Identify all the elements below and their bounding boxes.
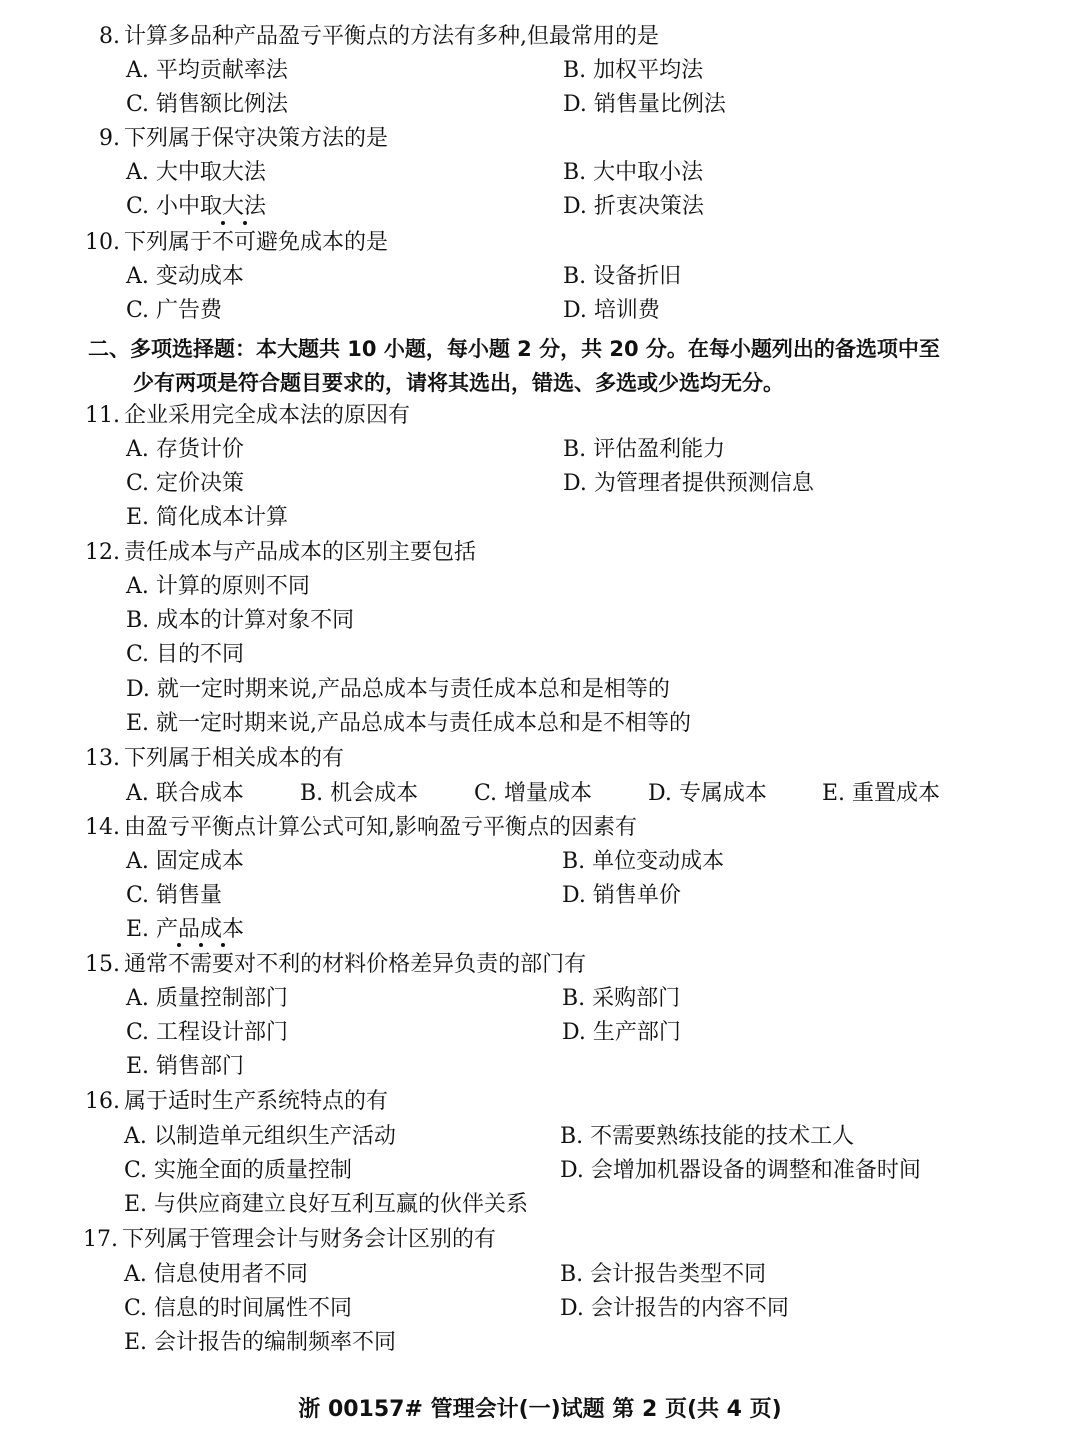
question-text: 下列属于相关成本的有 bbox=[124, 746, 345, 771]
option-c: C. 目的不同 bbox=[126, 642, 245, 667]
question-number: 8. bbox=[99, 24, 120, 49]
emphasis-dot bbox=[221, 221, 225, 225]
option-d: D. 销售单价 bbox=[562, 883, 681, 908]
question-number: 12. bbox=[85, 540, 120, 565]
question-17-stem bbox=[78, 1223, 496, 1257]
question-number: 10. bbox=[85, 230, 120, 255]
option-a: A. 质量控制部门 bbox=[126, 986, 288, 1011]
option-c: C. 小中取大法 bbox=[126, 194, 267, 219]
option-d: D. 生产部门 bbox=[562, 1020, 681, 1045]
emphasis-char: 可 bbox=[234, 230, 256, 255]
question-11-stem bbox=[80, 399, 410, 433]
option-c: C. 广告费 bbox=[126, 298, 223, 323]
question-13-stem bbox=[80, 742, 344, 776]
question-text: 企业采用完全成本法的原因有 bbox=[124, 403, 411, 428]
section-heading: 二、多项选择题：本大题共 10 小题，每小题 2 分，共 20 分。在每小题列出的备选项中至 bbox=[88, 337, 940, 361]
question-number: 16. bbox=[85, 1089, 120, 1114]
question-number: 15. bbox=[85, 952, 120, 977]
option-a: A. 平均贡献率法 bbox=[126, 58, 288, 83]
option-d: D. 培训费 bbox=[563, 298, 660, 323]
option-a: A. 信息使用者不同 bbox=[124, 1262, 308, 1287]
option-a: A. 变动成本 bbox=[126, 264, 244, 289]
question-text: 计算多品种产品盈亏平衡点的方法有多种,但最常用的是 bbox=[124, 24, 659, 49]
option-b: B. 成本的计算对象不同 bbox=[126, 608, 355, 633]
option-a: A. 存货计价 bbox=[126, 437, 244, 462]
emphasis-char: 不 bbox=[212, 230, 234, 255]
option-e: E. 就一定时期来说,产品总成本与责任成本总和是不相等的 bbox=[126, 711, 692, 736]
question-number: 17. bbox=[83, 1227, 118, 1252]
question-text: 属于适时生产系统特点的有 bbox=[124, 1089, 389, 1114]
option-d: D. 专属成本 bbox=[648, 781, 767, 806]
option-c: C. 信息的时间属性不同 bbox=[124, 1296, 353, 1321]
option-a: A. 固定成本 bbox=[126, 849, 244, 874]
question-text-pre: 通常 bbox=[124, 952, 169, 977]
option-d: D. 销售量比例法 bbox=[563, 92, 726, 117]
question-10-stem bbox=[80, 226, 388, 260]
option-d: D. 就一定时期来说,产品总成本与责任成本总和是相等的 bbox=[126, 677, 670, 702]
option-a: A. 以制造单元组织生产活动 bbox=[124, 1124, 396, 1149]
option-e: E. 与供应商建立良好互利互赢的伙伴关系 bbox=[124, 1192, 529, 1217]
emphasis-char: 要 bbox=[212, 952, 234, 977]
option-b: B. 评估盈利能力 bbox=[563, 437, 726, 462]
option-d: D. 为管理者提供预测信息 bbox=[563, 471, 814, 496]
option-d: D. 会计报告的内容不同 bbox=[560, 1296, 789, 1321]
question-text: 责任成本与产品成本的区别主要包括 bbox=[124, 540, 477, 565]
option-e: E. 产品成本 bbox=[126, 917, 245, 942]
option-c: C. 实施全面的质量控制 bbox=[124, 1158, 353, 1183]
option-e: E. 会计报告的编制频率不同 bbox=[124, 1330, 397, 1355]
option-e: E. 简化成本计算 bbox=[126, 505, 289, 530]
option-c: C. 增量成本 bbox=[474, 781, 593, 806]
emphasis-dot bbox=[199, 943, 203, 947]
option-b: B. 采购部门 bbox=[562, 986, 681, 1011]
option-b: B. 加权平均法 bbox=[563, 58, 704, 83]
option-b: B. 机会成本 bbox=[300, 781, 419, 806]
option-b: B. 单位变动成本 bbox=[562, 849, 725, 874]
option-d: D. 会增加机器设备的调整和准备时间 bbox=[560, 1158, 921, 1183]
option-b: B. 大中取小法 bbox=[563, 160, 704, 185]
emphasis-char: 不 bbox=[168, 952, 190, 977]
option-c: C. 定价决策 bbox=[126, 471, 245, 496]
question-16-stem bbox=[80, 1085, 388, 1119]
question-text-pre: 下列属于 bbox=[124, 230, 213, 255]
option-a: A. 联合成本 bbox=[126, 781, 244, 806]
question-14-stem bbox=[80, 811, 637, 845]
page-footer: 浙 00157# 管理会计(一)试题 第 2 页(共 4 页) bbox=[298, 1397, 782, 1422]
question-text: 下列属于保守决策方法的是 bbox=[124, 126, 389, 151]
question-number: 9. bbox=[99, 126, 120, 151]
question-number: 11. bbox=[85, 403, 120, 428]
question-12-stem bbox=[80, 536, 476, 570]
option-d: D. 折衷决策法 bbox=[563, 194, 704, 219]
question-8-stem bbox=[80, 20, 659, 54]
emphasis-dot bbox=[177, 943, 181, 947]
question-number: 13. bbox=[85, 746, 120, 771]
option-b: B. 会计报告类型不同 bbox=[560, 1262, 767, 1287]
option-a: A. 计算的原则不同 bbox=[126, 574, 310, 599]
option-b: B. 不需要熟练技能的技术工人 bbox=[560, 1124, 855, 1149]
emphasis-char: 需 bbox=[190, 952, 212, 977]
option-b: B. 设备折旧 bbox=[563, 264, 682, 289]
option-a: A. 大中取大法 bbox=[126, 160, 266, 185]
question-15-stem bbox=[80, 948, 586, 982]
option-c: C. 工程设计部门 bbox=[126, 1020, 289, 1045]
option-e: E. 销售部门 bbox=[126, 1054, 245, 1079]
section-heading-continued: 少有两项是符合题目要求的，请将其选出，错选、多选或少选均无分。 bbox=[133, 371, 784, 395]
question-9-stem bbox=[80, 122, 388, 156]
question-text: 由盈亏平衡点计算公式可知,影响盈亏平衡点的因素有 bbox=[124, 815, 637, 840]
emphasis-dot bbox=[243, 221, 247, 225]
option-c: C. 销售额比例法 bbox=[126, 92, 289, 117]
question-text-post: 对不利的材料价格差异负责的部门有 bbox=[234, 952, 587, 977]
question-number: 14. bbox=[85, 815, 120, 840]
question-text: 下列属于管理会计与财务会计区别的有 bbox=[122, 1227, 497, 1252]
question-text-post: 避免成本的是 bbox=[256, 230, 389, 255]
option-e: E. 重置成本 bbox=[822, 781, 941, 806]
option-c: C. 销售量 bbox=[126, 883, 223, 908]
